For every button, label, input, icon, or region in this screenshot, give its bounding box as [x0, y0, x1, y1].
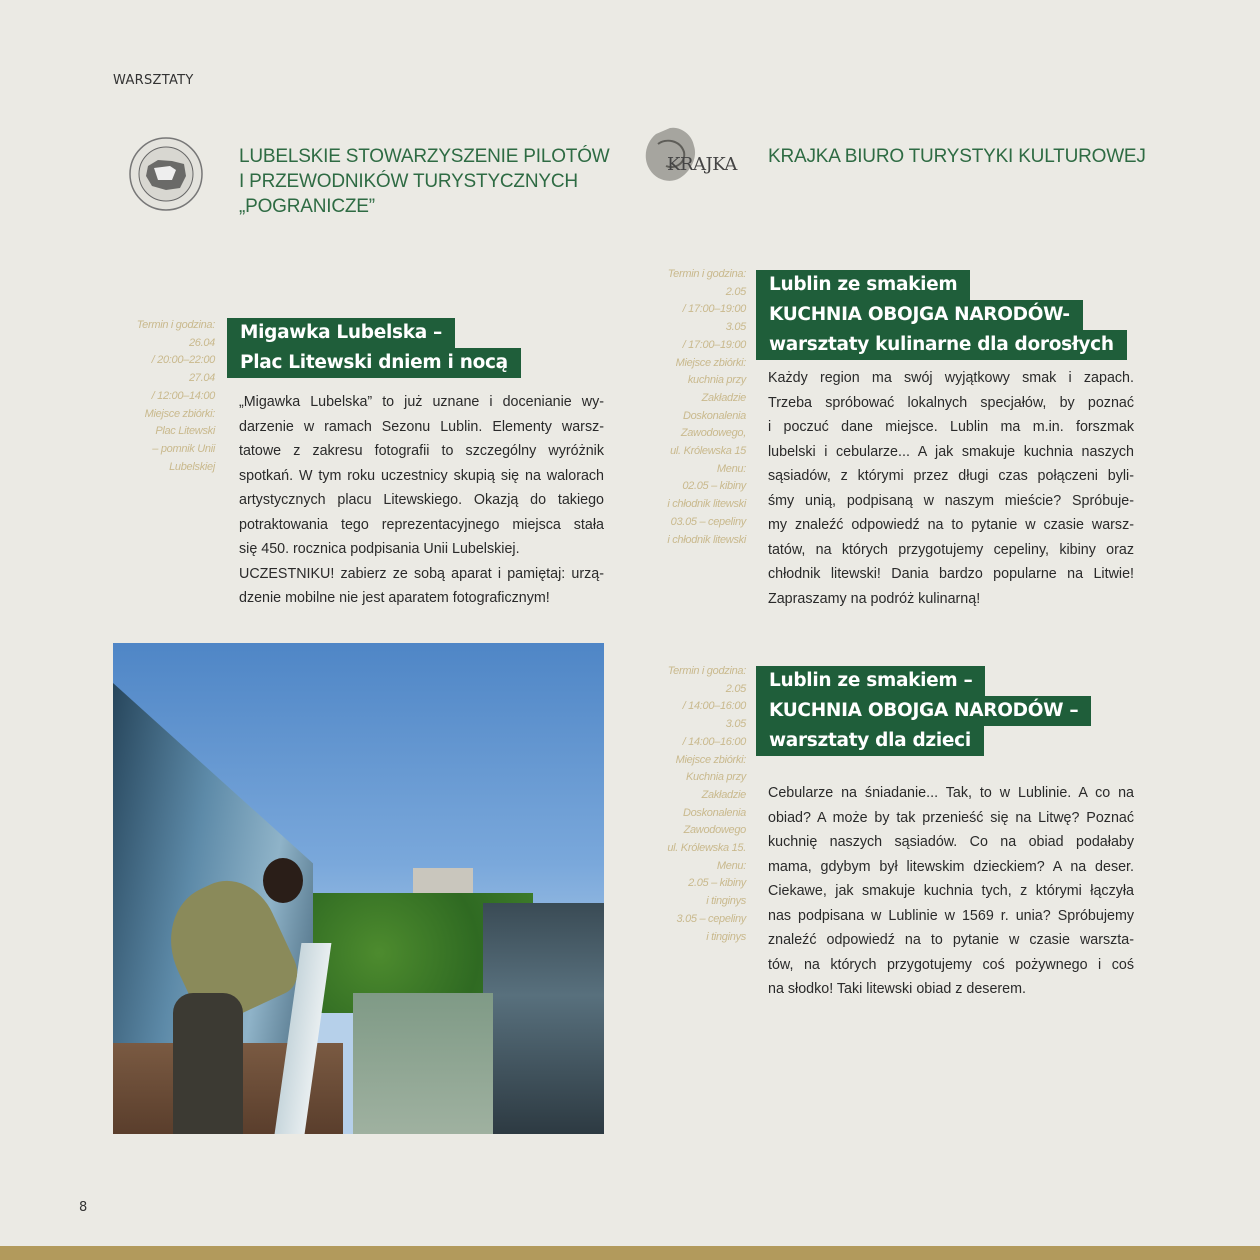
- footer-bar: [0, 1246, 1260, 1260]
- event-title-line: KUCHNIA OBOJGA NARODÓW-: [756, 300, 1083, 330]
- event-description-line: tów, na których przygotujemy coś pożywnego i coś: [768, 956, 1134, 973]
- event-info-line: i tinginys: [706, 895, 746, 908]
- event-description-line: darzenie w ramach Sezonu Lublin. Elementy warsz-: [239, 418, 604, 435]
- event-info-line: Miejsce zbiórki:: [675, 356, 746, 369]
- event-info-line: 27.04: [188, 372, 215, 385]
- event-info-line: / 14:00–16:00: [682, 735, 746, 748]
- event-description-line: i poczuć dane miejsce. Lublin ma m.in. forszmak: [768, 419, 1134, 435]
- event-title-line: warsztaty kulinarne dla dorosłych: [756, 330, 1127, 360]
- event-description-line: śmy unią, podpisaną w naszym mieście? Spróbuje-: [768, 492, 1134, 509]
- event-info-line: – pomnik Unii: [152, 442, 215, 455]
- event-description-line: Każdy region ma swój wyjątkowy smak i zapach.: [768, 370, 1134, 386]
- org-name-line: KRAJKA BIURO TURYSTYKI KULTUROWEJ: [768, 146, 1146, 167]
- event-info-line: Termin i godzina:: [667, 665, 746, 677]
- event-description-line: UCZESTNIKU! zabierz ze sobą aparat i pamiętaj: urzą-: [239, 565, 604, 582]
- event-description-line: tatów, na których przygotujemy cepeliny, kibiny oraz: [768, 541, 1134, 558]
- event-info-line: 3.05: [725, 718, 746, 731]
- event-description-line: kuchnię naszych sąsiadów. Co na obiad podałaby: [768, 834, 1134, 850]
- event-description-line: na słodko! Taki litewski obiad z deserem.: [768, 981, 1026, 997]
- event-description-line: „Migawka Lubelska” to już uznane i docenianie wy-: [239, 394, 604, 410]
- event-info-line: Zawodowego: [683, 824, 746, 837]
- section-label: WARSZTATY: [113, 73, 194, 88]
- event-info-line: / 17:00–19:00: [682, 338, 746, 351]
- event-info-line: Zawodowego,: [680, 427, 746, 440]
- event-info-line: Miejsce zbiórki:: [675, 753, 746, 766]
- event-info-kuchnia-dzieci: [636, 663, 746, 946]
- event-description-line: tatowe z zakresu fotografii to szczególny wyróżnik: [239, 443, 604, 459]
- event-info-line: 3.05: [725, 321, 746, 334]
- org-name-line: „POGRANICZE”: [239, 196, 375, 217]
- event-info-line: Plac Litewski: [155, 425, 215, 438]
- event-info-line: / 17:00–19:00: [682, 303, 746, 316]
- event-description-line: się 450. rocznica podpisania Unii Lubelskiej.: [239, 541, 520, 557]
- event-info-line: Lubelskiej: [169, 460, 215, 473]
- event-title-line: KUCHNIA OBOJGA NARODÓW –: [756, 696, 1091, 726]
- event-info-line: kuchnia przy: [687, 374, 746, 387]
- event-info-line: / 12:00–14:00: [151, 389, 215, 402]
- event-description-line: sąsiadów, z którymi przez długi czas połączeni byli-: [768, 468, 1134, 484]
- event-info-line: 03.05 – cepeliny: [670, 515, 746, 528]
- krajka-logo-text: KRAJKA: [667, 154, 737, 175]
- event-info-line: / 20:00–22:00: [151, 354, 215, 367]
- event-info-line: i chłodnik litewski: [667, 533, 746, 546]
- page-number: 8: [79, 1200, 88, 1215]
- event-description-line: obiad? A może by tak przenieść się na Litwę? Poznać: [768, 809, 1134, 826]
- event-description-line: artystycznych placu Litewskiego. Okazją do takiego: [239, 492, 604, 508]
- event-description-line: Ciekawe, jak smakuje kuchnia tych, z którymi łączyła: [768, 883, 1134, 899]
- event-description-line: potraktowania tego reprezentacyjnego miejsca stała: [239, 516, 604, 533]
- org-name-krajka: [768, 144, 1146, 169]
- event-info-line: / 14:00–16:00: [682, 700, 746, 713]
- event-description-line: znaleźć odpowiedź na to pytanie w czasie warszta-: [768, 932, 1134, 948]
- event-info-kuchnia-dorosli: [636, 266, 746, 549]
- pogranicze-logo: [128, 136, 204, 212]
- event-info-line: i chłodnik litewski: [667, 498, 746, 511]
- event-description-line: Cebularze na śniadanie... Tak, to w Lublinie. A co na: [768, 785, 1134, 801]
- event-description-kuchnia-dorosli: [768, 366, 1134, 611]
- event-title-line: Lublin ze smakiem –: [756, 666, 985, 696]
- event-title-migawka: [227, 318, 521, 378]
- event-description-line: mama, gdybym był litewskim dzieckiem? A na deser.: [768, 858, 1134, 875]
- event-info-line: 3.05 – cepeliny: [676, 912, 746, 925]
- org-name-pogranicze: [239, 144, 610, 219]
- event-description-line: nas podpisana w Lublinie w 1569 r. unia? Spróbujemy: [768, 907, 1134, 924]
- krajka-logo: [640, 124, 748, 186]
- event-title-kuchnia-dzieci: [756, 666, 1091, 756]
- org-name-line: LUBELSKIE STOWARZYSZENIE PILOTÓW: [239, 146, 610, 167]
- event-info-line: Termin i godzina:: [667, 268, 746, 280]
- event-info-line: Zakładzie: [701, 391, 746, 404]
- event-title-line: Migawka Lubelska –: [227, 318, 455, 348]
- event-description-line: lubelski i cebularze... A jak smakuje kuchnia naszych: [768, 443, 1134, 460]
- event-info-line: Menu:: [716, 462, 746, 475]
- event-info-line: 02.05 – kibiny: [682, 480, 746, 493]
- event-info-line: 2.05: [725, 682, 746, 695]
- event-info-line: 26.04: [188, 336, 215, 349]
- event-info-line: Doskonalenia: [682, 409, 746, 422]
- event-info-line: 2.05: [725, 285, 746, 298]
- event-title-line: Plac Litewski dniem i nocą: [227, 348, 521, 378]
- event-description-line: spotkań. W tym roku uczestnicy skupią się na walorach: [239, 467, 604, 484]
- event-info-line: Doskonalenia: [682, 806, 746, 819]
- org-name-line: I PRZEWODNIKÓW TURYSTYCZNYCH: [239, 171, 578, 192]
- event-info-line: ul. Królewska 15.: [667, 842, 746, 855]
- event-description-line: my znaleźć odpowiedź na to pytanie w czasie warsz-: [768, 517, 1134, 533]
- event-info-migawka: [105, 317, 215, 476]
- photo-photographers-on-rooftop: [113, 643, 604, 1134]
- event-description-line: Zapraszamy na podróż kulinarną!: [768, 590, 981, 607]
- event-description-line: chłodnik litewski! Dania bardzo popularne na Litwie!: [768, 566, 1134, 582]
- event-title-line: Lublin ze smakiem: [756, 270, 970, 300]
- event-description-kuchnia-dzieci: [768, 781, 1134, 1002]
- event-description-migawka: [239, 390, 604, 611]
- event-info-line: Zakładzie: [701, 788, 746, 801]
- event-info-line: ul. Królewska 15: [670, 445, 746, 458]
- event-info-line: Termin i godzina:: [136, 319, 215, 331]
- event-info-line: i tinginys: [706, 930, 746, 943]
- event-info-line: Kuchnia przy: [686, 771, 746, 784]
- event-info-line: Menu:: [716, 859, 746, 872]
- event-description-line: dzenie mobilne nie jest aparatem fotograficznym!: [239, 590, 550, 606]
- event-info-line: 2.05 – kibiny: [688, 877, 746, 890]
- event-info-line: Miejsce zbiórki:: [144, 407, 215, 420]
- event-title-line: warsztaty dla dzieci: [756, 726, 984, 756]
- event-title-kuchnia-dorosli: [756, 270, 1127, 360]
- event-description-line: Trzeba spróbować lokalnych specjałów, by poznać: [768, 394, 1134, 411]
